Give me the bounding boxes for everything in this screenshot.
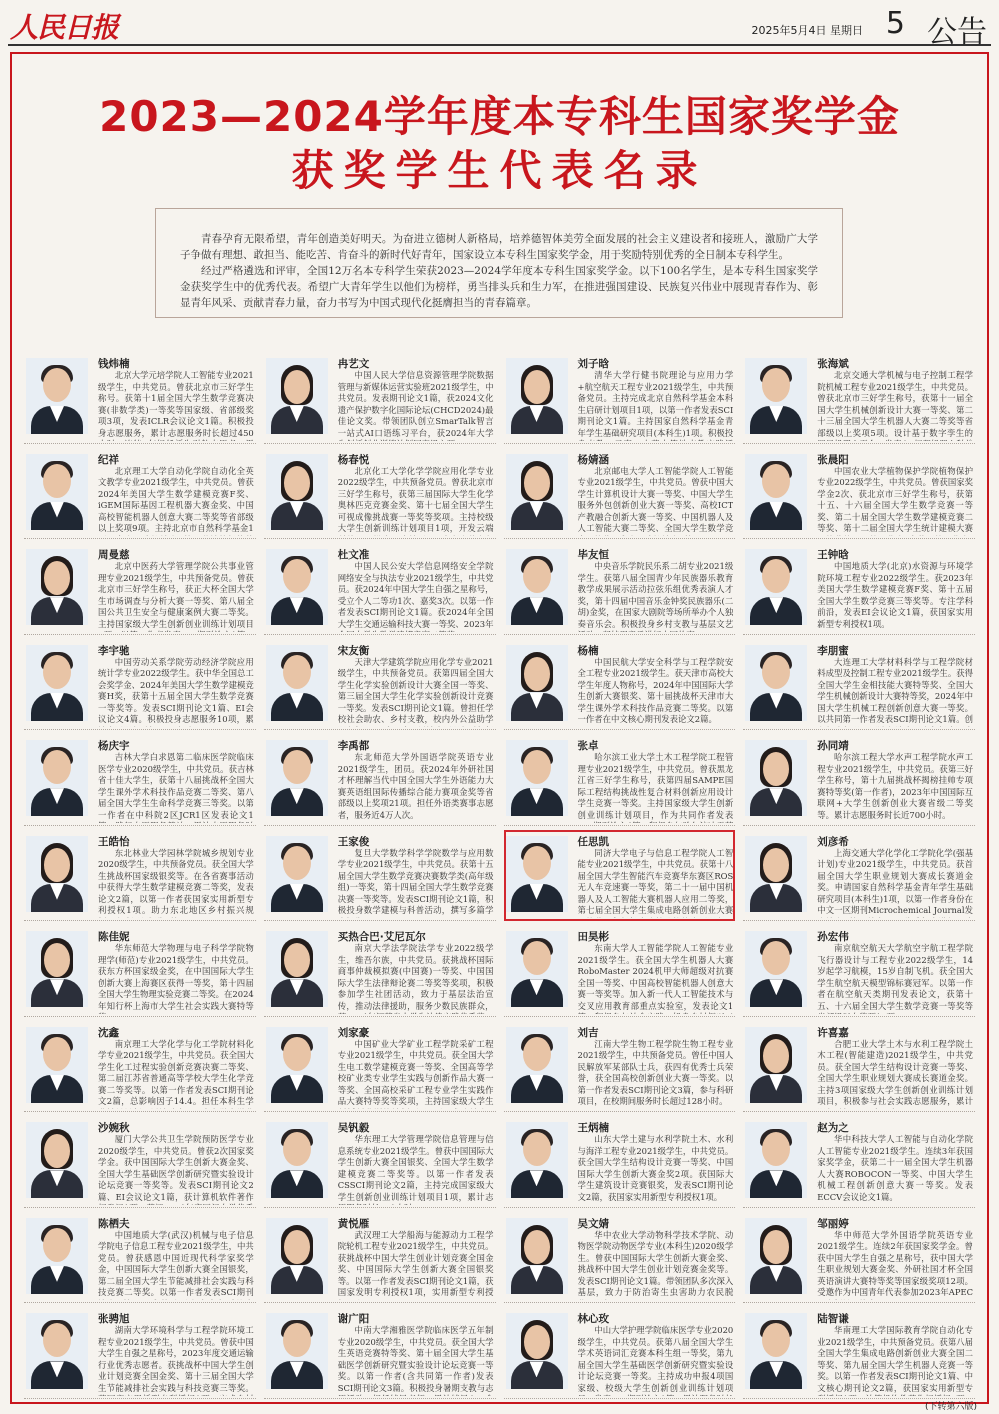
student-photo	[506, 645, 568, 721]
student-grid	[24, 352, 975, 1399]
student-photo	[745, 358, 807, 434]
student-card	[504, 448, 736, 540]
student-card	[264, 639, 496, 731]
student-name: 陆智谦	[817, 1313, 849, 1326]
student-name: 杨楠	[577, 644, 599, 657]
student-name: 买热合巴·艾尼瓦尔	[337, 931, 426, 944]
student-bio: 北京化工大学化学学院应用化学专业2022级学生，中共预备党员。曾获北京市三好学生称号，获第三届国际大学生化学奥林匹克竞赛金奖、第十七届全国大学生可视成像挑战赛一等奖等奖项。主持校级大学生创新训练计划项目1项，开发云端	[337, 465, 494, 534]
student-bio: 华南理工大学国际教育学院自动化专业2021级学生，中共预备党员。获第八届全国大学生集成电路创新创业大赛全国二等奖、第九届全国大学生机器人竞赛一等奖。以第一作者发表SCI期刊论文1篇、中文核心期刊论文2篇，获国家实用新型专	[817, 1325, 973, 1393]
student-bio: 同济大学电子与信息工程学院人工智能专业2021级学生，中共党员。获第十八届全国大学生智能汽车竞赛华东赛区ROS无人车竞速赛一等奖，第二十一届中国机器人及人工智能大赛机器人应用二等奖，第七届全国大学生集成电路创新创业大赛	[577, 847, 734, 916]
student-card	[743, 352, 975, 444]
student-bio: 华中师范大学外国语学院英语专业2021级学生。连续2年获国家奖学金。曾获中国大学生自强之星称号，获中国大学生职业规划大赛金奖、外研社国才杯全国英语演讲大赛特等奖等国家级奖项12项。受邀作为中国青年代表参加2023年APEC	[817, 1229, 973, 1298]
student-name: 邹丽婷	[817, 1217, 849, 1230]
student-name: 田昊彬	[577, 931, 609, 944]
student-name: 冉艺文	[337, 358, 370, 370]
student-card	[24, 1116, 256, 1208]
issue-date: 2025年5月4日 星期日	[751, 24, 863, 37]
student-bio: 南京大学法学院法学专业2022级学生，维吾尔族，中共党员。获挑战杯国际商事仲裁模拟赛(中国赛)一等奖、中国国际大学生法律辩论赛二等奖等奖项，积极参加学生社团活动，致力于基层法治宣传，推动法律援助，服务少数民族群众，	[337, 943, 494, 1011]
student-name: 杨春悦	[337, 453, 370, 466]
student-card	[504, 352, 736, 444]
student-card	[264, 1116, 496, 1208]
student-bio: 华东理工大学管理学院信息管理与信息系统专业2021级学生。曾获中国国际大学生创新大赛全国银奖、全国大学生数学建模竞赛二等奖等。以第一作者发表CSSCI期刊论文2篇，主持完成国家级大学生创新创业训练计划项目1项，累计志	[337, 1134, 494, 1202]
student-name: 谢广阳	[337, 1313, 370, 1326]
student-bio: 山东大学土建与水利学院土木、水利与海洋工程专业2021级学生，中共党员。获全国大学生结构设计竞赛一等奖、中国国际大学生创新大赛金奖2项。获国际大学生建筑设计竞赛银奖，发表SCI期刊论文2篇，获国家实用新型专利授权1项。	[577, 1134, 734, 1202]
student-photo	[26, 549, 88, 625]
student-card	[264, 925, 496, 1017]
student-card	[504, 543, 736, 635]
student-card	[264, 543, 496, 635]
student-card	[264, 448, 496, 540]
student-photo	[506, 1313, 568, 1389]
student-bio: 中国矿业大学矿业工程学院采矿工程专业2021级学生，中共党员。获全国大学生电工数学建模竞赛一等奖、全国高等学校矿业类专业学生实践与创新作品大赛一等奖、全国高校采矿工程专业学生实践作品大赛特等奖等奖项，主持国家级大学生	[337, 1038, 494, 1107]
student-bio: 东南大学人工智能学院人工智能专业2021级学生。获全国大学生机器人大赛RoboMaster 2024机甲大师超级对抗赛全国一等奖、中国高校智能机器人创意大赛一等奖等。加入新一代人工智能技术与交叉应用教育部重点实验室，发表论文1	[577, 943, 734, 1011]
student-card	[264, 1307, 496, 1399]
student-photo	[266, 358, 328, 434]
student-card	[264, 352, 496, 444]
student-bio: 中国人民公安大学信息网络安全学院网络安全与执法专业2021级学生，中共党员。获2024年中国大学生自强之星称号，受立个人二等功1次、嘉奖3次。以第一作者发表SCI期刊论文1篇。获2024年全国大学生交通运输科技大赛一等奖、2023年	[337, 561, 494, 629]
student-name: 刘子晗	[577, 358, 609, 370]
student-photo	[266, 454, 328, 530]
student-card	[264, 734, 496, 826]
student-card	[743, 830, 975, 922]
student-card	[504, 1212, 736, 1304]
student-card	[264, 1212, 496, 1304]
student-photo	[26, 1313, 88, 1389]
student-bio: 东北师范大学外国语学院英语专业2021级学生，团员。获2024年外研社国才杯理解当代中国全国大学生外语能力大赛英语组国际传播综合能力赛项金奖等省部级以上奖项21项。担任外语类赛事志愿者，服务近4万人次。	[337, 752, 494, 820]
student-photo	[745, 1122, 807, 1198]
continued-note: (下转第六版)	[924, 1402, 977, 1412]
student-photo	[26, 931, 88, 1007]
student-bio: 北京邮电大学人工智能学院人工智能专业2021级学生，中共党员。曾获中国大学生计算机设计大赛一等奖、中国大学生服务外包创新创业大赛一等奖、高校ICT产教融合创新大赛一等奖、中国机器人及人工智能大赛二等奖、全国大学生数学竞	[577, 465, 734, 534]
student-card	[504, 1116, 736, 1208]
student-bio: 华中科技大学人工智能与自动化学院人工智能专业2021级学生。连续3年获国家奖学金，获第二十一届全国大学生机器人大赛ROBOCON一等奖、中国大学生机械工程创新创意大赛一等奖。发表ECCV会议论文1篇。	[817, 1134, 973, 1202]
student-bio: 东北林业大学园林学院城乡规划专业2020级学生，中共预备党员。获全国大学生挑战杯国家级银奖等。在各省赛事活动中获得大学生数学建模竞赛二等奖，发表论文2篇，以第一作者获国家实用新型专利授权1项。助力东北地区乡村振兴规	[98, 847, 254, 916]
student-photo	[745, 1313, 807, 1389]
student-bio: 南京理工大学化学与化工学院材料化学专业2021级学生，中共党员。获全国大学生化工过程实验创新竞赛决赛二等奖、第二届江苏省普通高等学校大学生化学竞赛二等奖等。以第一作者发表SCI期刊论文2篇，总影响因子14.4。担任本科生学	[98, 1038, 254, 1107]
student-name: 沙婉秋	[98, 1122, 130, 1135]
student-photo	[506, 358, 568, 434]
student-name: 林心玫	[577, 1313, 609, 1326]
student-name: 孙宏伟	[817, 931, 849, 944]
student-bio: 厦门大学公共卫生学院预防医学专业2020级学生，中共党员。曾获2次国家奖学金。获中国国际大学生创新大赛金奖、全国大学生基础医学创新研究暨实验设计论坛竞赛一等奖等。发表SCI期刊论文2篇、EI会议论文1篇，获计算机软件著作	[98, 1134, 254, 1202]
student-card	[24, 448, 256, 540]
student-bio: 合肥工业大学土木与水利工程学院土木工程(智能建造)2021级学生，中共党员。获全国大学生结构设计竞赛一等奖、全国大学生职业规划大赛成长赛道金奖。主持3项国家级大学生创新创业训练计划项目，积极参与社会实践志愿服务，累计	[817, 1038, 973, 1107]
student-bio: 上海交通大学化学化工学院化学(强基计划)专业2021级学生，中共党员。获首届全国大学生职业规划大赛成长赛道金奖。申请国家自然科学基金青年学生基础研究项目(本科生)1项，以第一作者身份在中文一区期刊Microchemical Journal发	[817, 847, 973, 916]
student-name: 毕友恒	[577, 549, 609, 562]
student-bio: 中南大学湘雅医学院临床医学五年制专业2020级学生，中共党员。获全国大学生英语竞赛特等奖、第十届全国大学生基础医学创新研究暨实验设计论坛竞赛一等奖。以第一作者(含共同第一作者)发表SCI期刊论文3篇。积极投身暑期支教与志	[337, 1325, 494, 1393]
student-name: 周曼慈	[98, 549, 130, 562]
masthead	[8, 4, 991, 50]
student-name: 杜文准	[337, 549, 370, 562]
student-name: 宋友衡	[337, 644, 370, 657]
student-name: 任思凯	[577, 835, 609, 848]
student-photo	[26, 740, 88, 816]
student-card	[264, 1021, 496, 1113]
student-name: 杨婧涵	[577, 453, 609, 466]
student-name: 李宇驰	[98, 644, 130, 657]
student-bio: 中国农业大学植物保护学院植物保护专业2022级学生，中共党员。曾获国家奖学金2次、获北京市三好学生称号，获第十五、十六届全国大学生数学竞赛一等奖、第二十届全国大学生数学建模竞赛二等奖、第十二届全国大学生统计建模大赛	[817, 465, 973, 534]
student-name: 许喜嘉	[817, 1026, 849, 1039]
student-bio: 中国人民大学信息资源管理学院数据管理与新媒体运营实验班2021级学生，中共党员。发表期刊论文1篇，获2024文化遗产保护数字化国际论坛(CHCD2024)最佳论文奖。带领团队创立SmarTalk智言一站式AI口语练习平台，获2024年大学	[337, 370, 494, 438]
student-bio: 复旦大学数学科学学院数学与应用数学专业2021级学生，中共党员。获第十五届全国大学生数学竞赛决赛数学类(高年级组)一等奖，第十四届全国大学生数学竞赛决赛一等奖等。发表SCI期刊论文1篇，积极投身数学建模与科普活动，撰写多篇学	[337, 847, 494, 916]
student-photo	[506, 1218, 568, 1294]
student-name: 孙同靖	[817, 740, 849, 753]
student-card	[24, 925, 256, 1017]
student-bio: 北京交通大学机械与电子控制工程学院机械工程专业2021级学生，中共党员。曾获北京市三好学生称号，获第十一届全国大学生机械创新设计大赛一等奖、第二十三届全国大学生机器人大赛二等奖等省部级以上奖项5项。设计基于数字孪生的	[817, 370, 973, 438]
student-name: 张卓	[577, 740, 599, 753]
student-name: 刘吉	[577, 1026, 599, 1039]
newspaper-logo: 人民日报	[10, 11, 119, 44]
student-name: 王家俊	[337, 835, 370, 848]
student-name: 刘彦希	[817, 835, 849, 848]
student-photo	[266, 1218, 328, 1294]
student-bio: 吉林大学白求恩第二临床医学院临床医学专业2020级学生，中共党员。获吉林省十佳大学生，获第十八届挑战杯全国大学生课外学术科技作品竞赛二等奖、第八届全国大学生生命科学竞赛三等奖。以第一作者在中科院2区JCR1区发表论文1	[98, 752, 254, 820]
student-name: 王皓怡	[98, 835, 130, 848]
student-name: 陈栖夫	[98, 1217, 130, 1230]
student-card	[264, 830, 496, 922]
student-bio: 武汉理工大学船海与能源动力工程学院轮机工程专业2021级学生，中共党员。获挑战杯中国大学生创业计划竞赛全国金奖、中国国际大学生创新大赛全国银奖等。以第一作者发表SCI期刊论文1篇，获国家发明专利授权1项，实用新型专利授	[337, 1229, 494, 1298]
student-bio: 湖南大学环境科学与工程学院环境工程专业2021级学生，中共党员。曾获中国大学生自强之星称号，2023年度交通运输行业优秀志愿者。获挑战杯中国大学生创业计划竞赛全国金奖、第十三届全国大学生节能减排社会实践与科技竞赛三等奖。	[98, 1325, 254, 1393]
student-card	[743, 1021, 975, 1113]
student-photo	[745, 454, 807, 530]
student-photo	[745, 645, 807, 721]
student-name: 刘家豪	[337, 1026, 370, 1039]
student-card	[504, 830, 736, 922]
student-card	[504, 1021, 736, 1113]
student-photo	[745, 549, 807, 625]
student-photo	[745, 1027, 807, 1103]
student-photo	[266, 931, 328, 1007]
student-photo	[26, 1027, 88, 1103]
student-card	[743, 448, 975, 540]
student-bio: 北京大学元培学院人工智能专业2021级学生，中共党员。曾获北京市三好学生称号。获第十1届全国大学生数学竞赛决赛(非数学类)一等奖等国家级、省部级奖项3项，发表ICLR会议论文1篇。积极投身志愿服务，累计志愿服务时长超过450	[98, 370, 254, 438]
student-bio: 北京中医药大学管理学院公共事业管理专业2021级学生，中共预备党员。曾获北京市三好学生称号，获正大杯全国大学生市场调查与分析大赛一等奖、第八届全国公共卫生安全与健康案例大赛二等奖。主持国家级大学生创新创业训练计划项目	[98, 561, 254, 629]
student-photo	[506, 1122, 568, 1198]
student-card	[24, 352, 256, 444]
student-bio: 中山大学护理学院临床医学专业2020级学生，中共党员。获第八届全国大学生学术英语词汇竞赛本科生组一等奖，第九届全国大学生基础医学创新研究暨实验设计论坛竞赛一等奖。主持成功申报4项国家级、校级大学生创新创业训练计划项	[577, 1325, 734, 1393]
student-bio: 大连理工大学材料科学与工程学院材料成型及控制工程专业2021级学生。获得全国大学生金相技能大赛特等奖、全国大学生机械创新设计大赛特等奖，2024年中国大学生机械工程创新创意大赛一等奖。以共同第一作者发表SCI期刊论文1篇。创	[817, 656, 973, 725]
student-name: 吴文婧	[577, 1217, 609, 1230]
student-card	[24, 830, 256, 922]
intro-box	[155, 208, 843, 318]
student-photo	[26, 836, 88, 912]
student-name: 杨庆宇	[98, 740, 130, 753]
student-photo	[266, 645, 328, 721]
student-photo	[26, 1218, 88, 1294]
student-photo	[266, 549, 328, 625]
student-name: 吴钒毅	[337, 1122, 370, 1135]
student-name: 李朋蜜	[817, 644, 849, 657]
student-photo	[506, 549, 568, 625]
student-photo	[745, 1218, 807, 1294]
student-card	[24, 734, 256, 826]
student-photo	[266, 1027, 328, 1103]
student-name: 沈鑫	[98, 1026, 119, 1039]
student-name: 纪祥	[98, 453, 119, 466]
student-name: 王炳楠	[577, 1122, 609, 1135]
student-photo	[26, 1122, 88, 1198]
student-photo	[745, 836, 807, 912]
student-photo	[506, 740, 568, 816]
student-bio: 华中农业大学动物科学技术学院、动物医学院动物医学专业(本科生)2020级学生。曾获中国国际大学生创新大赛金奖、挑战杯中国大学生创业计划竞赛金奖等。发表SCI期刊论文1篇。带领团队多次深入基层，致力于防治寄生虫害助力农民脱	[577, 1229, 734, 1298]
student-name: 王钟晗	[817, 549, 849, 562]
student-card	[743, 734, 975, 826]
student-name: 张海斌	[817, 358, 849, 370]
student-bio: 中国民航大学安全科学与工程学院安全工程专业2021级学生。获天津市高校大学生年度人物称号，2024年中国国际大学生创新大赛银奖、第十届挑战杯天津市大学生课外学术科技作品竞赛二等奖。以第一作者在中文核心期刊发表论文2篇。	[577, 656, 734, 725]
student-photo	[506, 454, 568, 530]
student-photo	[745, 931, 807, 1007]
student-photo	[506, 836, 568, 912]
student-card	[743, 925, 975, 1017]
student-bio: 哈尔滨工业大学土木工程学院工程管理专业2021级学生，中共党员。曾获黑龙江省三好学生称号，获第四届SAMPE国际工程结构挑战性复合材料创新应用设计学生竞赛一等奖。主持国家级大学生创新创业训练计划项目，作为共同作者发表	[577, 752, 734, 820]
student-name: 张骋旭	[98, 1313, 130, 1326]
student-photo	[266, 740, 328, 816]
student-name: 陈佳妮	[98, 931, 130, 944]
headline-line-1: 2023—2024学年度本专科生国家奖学金	[99, 92, 900, 141]
student-card	[24, 1307, 256, 1399]
student-bio: 中国地质大学(武汉)机械与电子信息学院电子信息工程专业2021级学生，中共党员。曾获感恩中国近现代科学家奖学金，中国国际大学生创新大赛全国银奖，第二届全国大学生节能减排社会实践与科技竞赛二等奖。以第一作者发表SCI期刊	[98, 1229, 254, 1298]
student-photo	[266, 1313, 328, 1389]
student-bio: 中国劳动关系学院劳动经济学院应用统计学专业2022级学生。获中华全国总工会奖学金、2024年美国大学生数学建模竞赛H奖，获第十五届全国大学生数学竞赛一等奖等。发表SCI期刊论文1篇、EI会议论文4篇。积极投身志愿服务10项，累	[98, 656, 254, 725]
student-bio: 中央音乐学院民乐系二胡专业2021级学生。获第八届全国青少年民族器乐教育教学成果展示活动拉弦乐组优秀表演人才奖，第十四届中国音乐金钟奖民族器乐(二胡)金奖，在国家大剧院等场所举办个人独奏音乐会。积极投身乡村支教与基层文艺	[577, 561, 734, 629]
student-photo	[26, 454, 88, 530]
student-photo	[26, 645, 88, 721]
student-name: 黄悦雁	[337, 1217, 370, 1230]
student-bio: 华东师范大学物理与电子科学学院物理学(师范)专业2021级学生，中共党员。获东方杯国家级金奖，在中国国际大学生创新大赛上海赛区获得一等奖，第十四届全国大学生物理实验竞赛二等奖。在2024年知行杯上海市大学生社会实践大赛特等	[98, 943, 254, 1011]
student-bio: 南京航空航天大学航空宇航工程学院飞行器设计与工程专业2022级学生，14岁起学习航模，15岁自制飞机。获全国大学生航空航天模型锦标赛冠军。以第一作者在航空航天类期刊发表论文，获第十五、十六届全国大学生数学竞赛一等奖等	[817, 943, 973, 1011]
intro-paragraph-1: 青春孕育无限希望，青年创造美好明天。为奋进立德树人新格局，培养德智体美劳全面发展的社会主义建设者和接班人，激励广大学子争做有理想、敢担当、能吃苦、肯奋斗的新时代好青年，国家设立本专科生国家奖学金，用于奖励特别优秀的全日制本专科学生。	[180, 233, 818, 261]
student-photo	[506, 1027, 568, 1103]
student-card	[24, 639, 256, 731]
headline-line-2: 获奖学生代表名录	[291, 146, 708, 195]
student-card	[504, 1307, 736, 1399]
student-card	[504, 639, 736, 731]
student-card	[743, 639, 975, 731]
student-name: 赵为之	[817, 1122, 849, 1135]
student-bio: 天津大学建筑学院应用化学专业2021级学生，中共预备党员。获第四届全国大学生化学实验创新设计大赛全国一等奖、第三届全国大学生化学实验创新设计竞赛一等奖。发表SCI期刊论文1篇。曾担任学校社会助农、乡村支教，校内外公益助学	[337, 656, 494, 725]
student-card	[743, 543, 975, 635]
student-photo	[26, 358, 88, 434]
student-bio: 清华大学行健书院理论与应用力学+航空航天工程专业2021级学生，中共预备党员。主持完成北京自然科学基金本科生启研计划项目1项，以第一作者发表SCI期刊论文1篇。主持国家自然科学基金青年学生基础研究项目(本科生)1项。积极投	[577, 370, 734, 438]
student-photo	[506, 931, 568, 1007]
student-bio: 中国地质大学(北京)水资源与环境学院环境工程专业2022级学生。获2023年美国大学生数学建模竞赛F奖、第十五届全国大学生数学竞赛三等奖等。专注学科前沿，发表EI会议论文1篇，获国家实用新型专利授权1项。	[817, 561, 973, 629]
student-photo	[745, 740, 807, 816]
student-bio: 北京理工大学自动化学院自动化全英文教学专业2021级学生，中共党员。曾获2024年美国大学生数学建模竞赛F奖、iGEM国际基因工程机器大赛金奖、中国高校智能机器人创意大赛二等奖等省部级以上奖项9项。主持北京市自然科学基金1	[98, 465, 254, 534]
student-card	[743, 1116, 975, 1208]
student-card	[504, 925, 736, 1017]
intro-paragraph-2: 经过严格遴选和评审，全国12万名本专科学生荣获2023—2024学年度本专科生国家奖学金。以下100名学生，是本专科生国家奖学金获奖学生中的优秀代表。希望广大青年学生以他们为榜样，勇当排头兵和生力军，在推进强国建设、民族复兴伟业中展现青春作为、彰显青年风采、贡献青春力量，奋力书写为中国式现代化挺膺担当的青春篇章。	[180, 265, 818, 309]
section-name: 公告	[927, 15, 987, 50]
student-photo	[266, 1122, 328, 1198]
student-card	[24, 543, 256, 635]
student-card	[743, 1307, 975, 1399]
student-photo	[266, 836, 328, 912]
student-card	[504, 734, 736, 826]
student-card	[743, 1212, 975, 1304]
student-name: 钱炜楠	[98, 358, 130, 370]
student-name: 李禹都	[337, 740, 370, 753]
student-name: 张晨阳	[817, 453, 849, 466]
student-bio: 江南大学生物工程学院生物工程专业2021级学生，中共预备党员。曾任中国人民解放军某部队士兵，获四有优秀士兵荣誉，获全国高校创新创业大赛一等奖。以第一作者发表SCI期刊论文3篇，参与科研项目，在校期间服务时长超过128小时。	[577, 1038, 734, 1107]
page-number: 5	[885, 6, 905, 41]
student-bio: 哈尔滨工程大学水声工程学院水声工程专业2021级学生，中共党员。获第三好学生称号，第十九届挑战杯揭榜挂帅专项赛特等奖(第一作者)，2023年中国国际互联网+大学生创新创业大赛省级二等奖等。累计志愿服务时长近700小时。	[817, 752, 973, 820]
student-card	[24, 1021, 256, 1113]
student-card	[24, 1212, 256, 1304]
